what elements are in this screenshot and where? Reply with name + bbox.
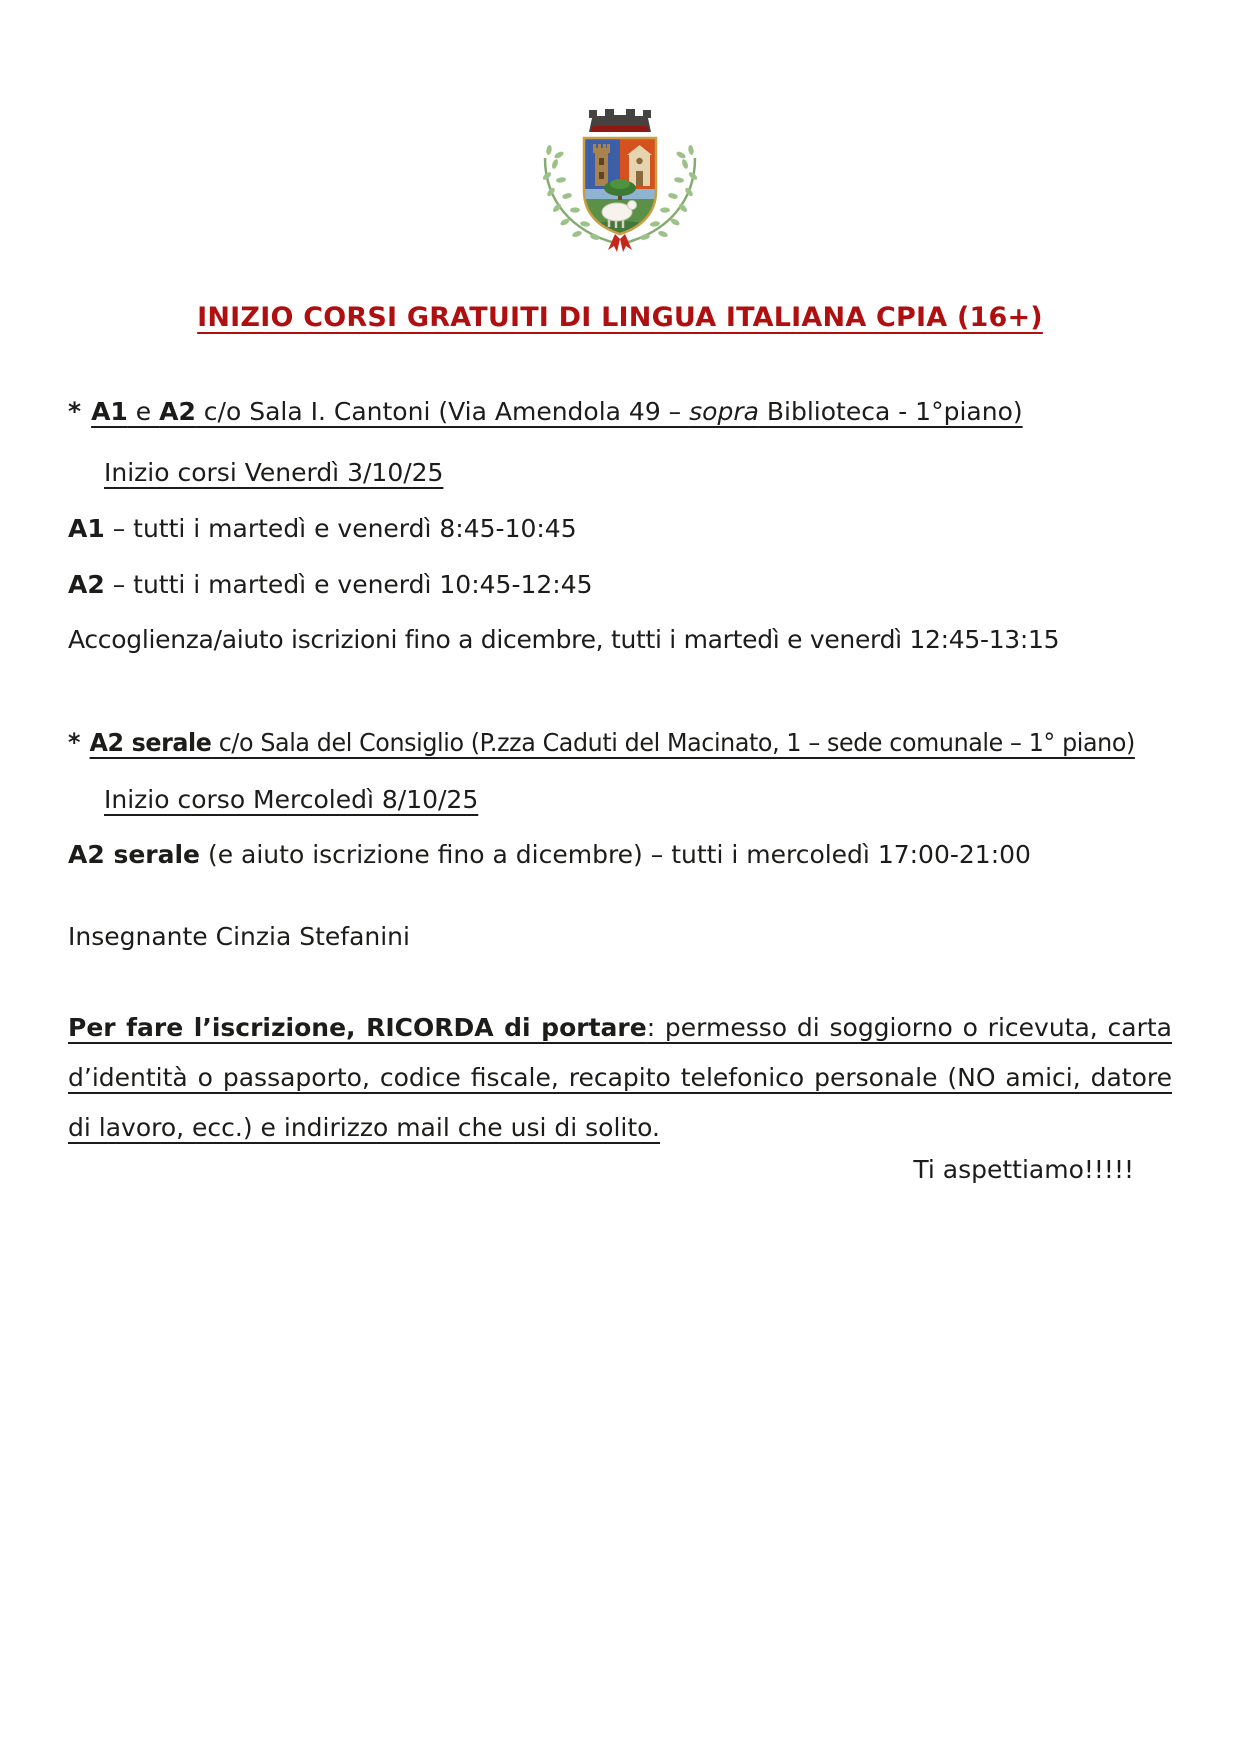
course-row-a2 <box>68 568 1172 601</box>
section-a1a2-heading-text <box>91 397 1023 426</box>
course-level-a2serale: A2 serale <box>89 728 212 757</box>
course-level-a2: A2 <box>68 570 105 599</box>
section-a1a2-heading <box>68 395 1172 428</box>
section-a2serale-start-date: Inizio corso Mercoledì 8/10/25 <box>104 785 479 814</box>
ribbon-icon <box>608 234 632 252</box>
bullet-asterisk: * <box>68 397 82 426</box>
course-schedule: – tutti i martedì e venerdì 10:45-12:45 <box>104 570 593 599</box>
course-level-a2: A2 <box>159 397 196 426</box>
heading-location: c/o Sala del Consiglio (P.zza Caduti del Macinato, 1 – sede comunale – 1° piano) <box>211 728 1135 757</box>
enrollment-requirements: : permesso di soggiorno o ricevuta, carta d’identità o passaporto, codice fiscale, recapito telefonico personale (NO amici, datore di lavoro, ecc.) e indirizzo mail che usi di solito. <box>68 1013 1172 1142</box>
reception-note: Accoglienza/aiuto iscrizioni fino a dicembre, tutti i martedì e venerdì 12:45-13:15 <box>68 625 1060 654</box>
course-schedule: (e aiuto iscrizione fino a dicembre) – tutti i mercoledì 17:00-21:00 <box>200 840 1031 869</box>
enrollment-bold-intro: Per fare l’iscrizione, RICORDA di portare <box>68 1013 647 1042</box>
course-row-a1 <box>68 512 1172 545</box>
section-a2serale-heading <box>68 726 1135 759</box>
teacher-line: Insegnante Cinzia Stefanini <box>68 922 410 951</box>
document-body <box>0 395 1240 1186</box>
bullet-asterisk: * <box>68 728 81 757</box>
course-level-a1: A1 <box>68 514 105 543</box>
course-row-a2serale <box>68 838 1172 871</box>
heading-location: c/o Sala I. Cantoni (Via Amendola 49 – <box>195 397 690 426</box>
municipal-coat-of-arms <box>505 92 735 252</box>
course-level-a2serale: A2 serale <box>68 840 201 869</box>
page-title-text: INIZIO CORSI GRATUITI DI LINGUA ITALIANA CPIA (16+) <box>197 302 1043 333</box>
closing-line: Ti aspettiamo!!!!! <box>913 1155 1134 1184</box>
heading-italic-word: sopra <box>689 397 759 426</box>
mural-crown-icon <box>589 109 651 132</box>
enrollment-instructions <box>68 1003 1172 1153</box>
section-a2serale-heading-text <box>90 728 1135 757</box>
section-a1a2-start-date: Inizio corsi Venerdì 3/10/25 <box>104 458 444 487</box>
tower-icon <box>593 144 610 186</box>
page-title <box>0 302 1240 333</box>
course-schedule: – tutti i martedì e venerdì 8:45-10:45 <box>104 514 577 543</box>
heading-location-end: Biblioteca - 1°piano) <box>758 397 1023 426</box>
course-level-a1: A1 <box>91 397 128 426</box>
shield-icon <box>584 138 656 235</box>
heading-connector: e <box>127 397 160 426</box>
